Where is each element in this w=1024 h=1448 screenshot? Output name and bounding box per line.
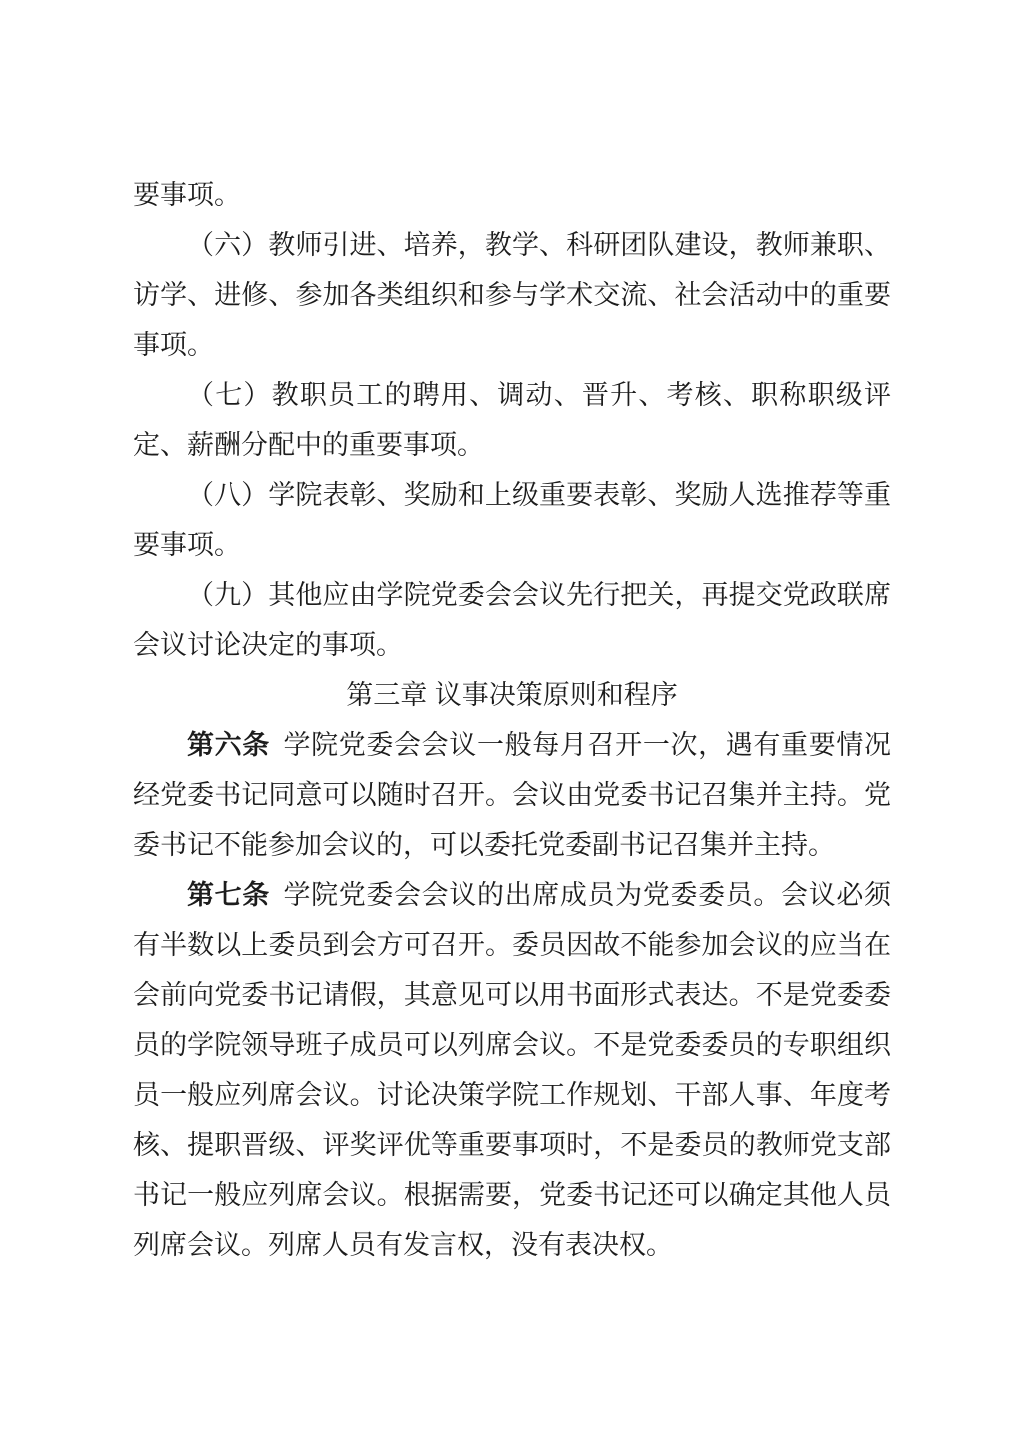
list-item-six: （六）教师引进、培养，教学、科研团队建设，教师兼职、访学、进修、参加各类组织和参与学术交流、社会活动中的重要事项。 <box>133 230 891 360</box>
article-seven-number: 第七条 <box>187 880 270 910</box>
article-six <box>133 720 891 870</box>
list-item-eight: （八）学院表彰、奖励和上级重要表彰、奖励人选推荐等重要事项。 <box>133 480 891 560</box>
article-six-number: 第六条 <box>187 730 270 760</box>
list-item-nine: （九）其他应由学院党委会会议先行把关，再提交党政联席会议讨论决定的事项。 <box>133 580 891 660</box>
article-six-text: 学院党委会会议一般每月召开一次，遇有重要情况经党委书记同意可以随时召开。会议由党委书记召集并主持。党委书记不能参加会议的，可以委托党委副书记召集并主持。 <box>133 730 891 860</box>
paragraph-continuation: 要事项。 <box>133 180 241 210</box>
article-seven-text: 学院党委会会议的出席成员为党委委员。会议必须有半数以上委员到会方可召开。委员因故不能参加会议的应当在会前向党委书记请假，其意见可以用书面形式表达。不是党委委员的学院领导班子成员可以列席会议。不是党委委员的专职组织员一般应列席会议。讨论决策学院工作规划、干部人事、年度考核、提职晋级、评奖评优等重要事项时，不是委员的教师党支部书记一般应列席会议。根据需要，党委书记还可以确定其他人员列席会议。列席人员有发言权，没有表决权。 <box>133 880 891 1260</box>
chapter-heading: 第三章 议事决策原则和程序 <box>346 680 678 710</box>
document-content <box>133 170 891 1270</box>
list-item-seven: （七）教职员工的聘用、调动、晋升、考核、职称职级评定、薪酬分配中的重要事项。 <box>133 380 891 460</box>
article-seven <box>133 870 891 1270</box>
